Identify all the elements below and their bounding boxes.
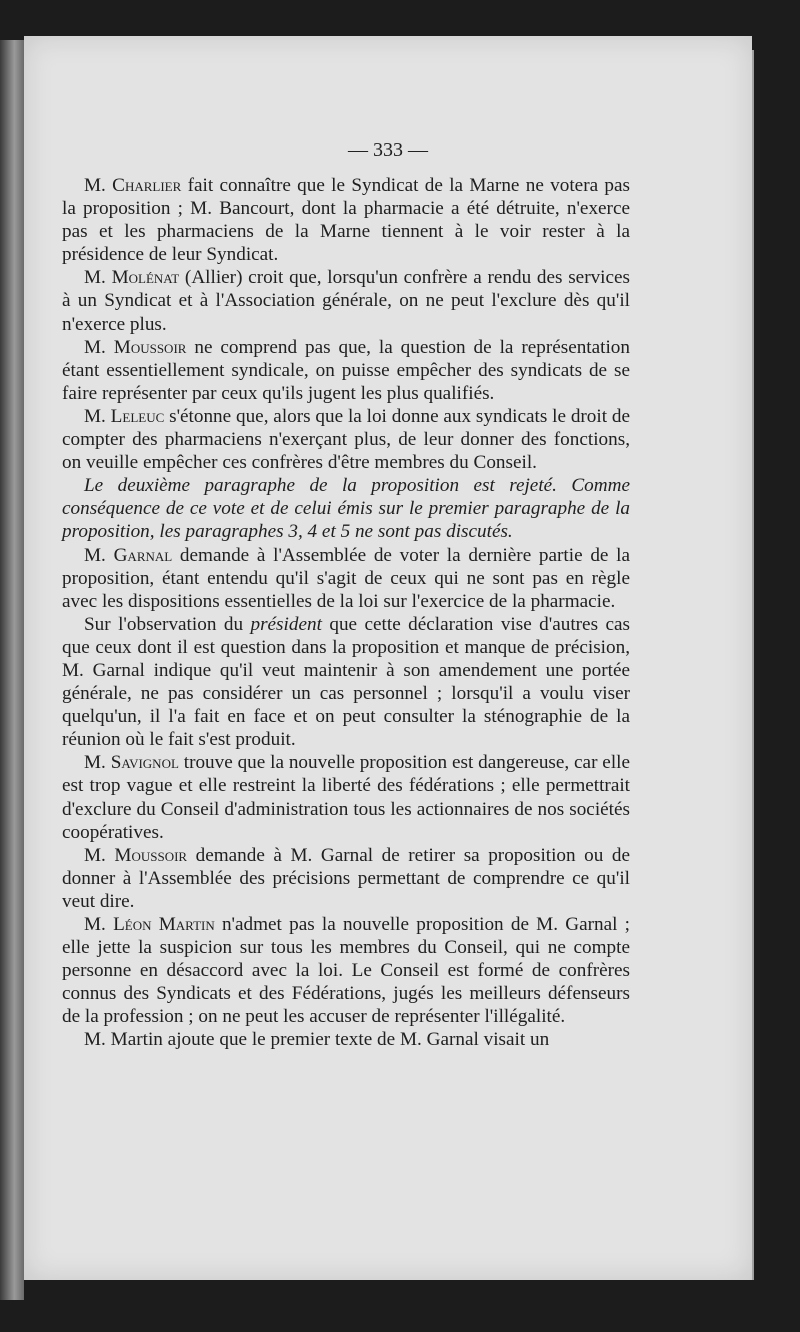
paragraph-text: s'étonne que, alors que la loi donne aux syndicats le droit de compter des pharmaciens n'exerçant plus, de leur donner des fonctions, on veuille empêcher ces confrères d'être membres du Conseil.	[62, 405, 630, 474]
paragraph-molenat	[62, 266, 630, 335]
book-page	[24, 36, 752, 1280]
paragraph-martin-continues	[62, 1028, 630, 1051]
speaker-name: M. Charlier	[84, 175, 182, 196]
page-body	[62, 174, 630, 1052]
paragraph-text: n'admet pas la nouvelle proposition de M. Garnal ; elle jette la suspicion sur tous les membres du Conseil, qui ne compte personne en désaccord avec la loi. Le Conseil est formé de confrères connus des Syndicats et des Fédérations, jugés les meilleurs défenseurs de la profession ; on ne peut les accuser de représenter l'illégalité.	[62, 914, 631, 1028]
speaker-name: M. Léon Martin	[84, 914, 215, 935]
paragraph-text: fait connaître que le Syndicat de la Marne ne votera pas la proposition ; M. Bancourt, dont la pharmacie a été détruite, n'exerce pas et les pharmaciens de la Marne tiennent à le voir rester à la présidence de leur Syndicat.	[62, 175, 630, 266]
paragraph-text: (Allier) croit que, lorsqu'un confrère a rendu des services à un Syndicat et à l'Association générale, on ne peut l'exclure dès qu'il n'exerce plus.	[62, 267, 631, 335]
speaker-name: M. Savignol	[84, 752, 179, 774]
paragraph-moussoir-2	[62, 844, 630, 913]
paragraph-text: trouve que la nouvelle proposition est dangereuse, car elle est trop vague et elle restreint la liberté des fédérations ; elle permettrait d'exclure du Conseil d'administration tous les actionnaires de nos sociétés coopératives.	[62, 752, 630, 843]
paragraph-leon-martin	[62, 913, 630, 1028]
italic-word: président	[250, 613, 322, 635]
paragraph-lead: Sur l'observation du	[84, 613, 251, 635]
paragraph-text: ne comprend pas que, la question de la représentation étant essentiellement syndicale, on puisse empêcher des syndicats de se faire représenter par ceux qu'ils jugent les plus qualifiés.	[62, 336, 630, 404]
book-binding	[0, 40, 24, 1300]
speaker-name: M. Leleuc	[84, 405, 165, 427]
page-number: — 333 —	[348, 139, 428, 161]
speaker-name: M. Moussoir	[84, 844, 188, 866]
paragraph-leleuc	[62, 405, 630, 474]
speaker-name: M. Moussoir	[84, 336, 187, 358]
speaker-name: M. Garnal	[84, 544, 173, 566]
speaker-name: M. Molénat	[84, 267, 180, 289]
paragraph-text: demande à l'Assemblée de voter la dernière partie de la proposition, étant entendu qu'il s'agit de ceux qui ne sont pas en règle avec les dispositions essentielles de la loi sur l'exercice de la pharmacie.	[62, 544, 630, 612]
paragraph-text: demande à M. Garnal de retirer sa proposition ou de donner à l'Assemblée des précisions permettant de comprendre ce qu'il veut dire.	[62, 844, 631, 912]
paragraph-moussoir-1	[62, 336, 630, 405]
italic-note: Le deuxième paragraphe de la proposition est rejeté. Comme conséquence de ce vote et de celui émis sur le premier paragraphe de la proposition, les paragraphes 3, 4 et 5 ne sont pas discutés.	[62, 475, 630, 543]
paragraph-garnal-1	[62, 544, 630, 613]
paragraph-text: que cette déclaration vise d'autres cas que ceux dont il est question dans la proposition et manque de précision, M. Garnal indique qu'il veut maintenir à son amendement une portée générale, ne pas considérer un cas personnel ; lorsqu'il a voulu viser quelqu'un, il l'a fait en face et on peut consulter la sténographie de la réunion où le fait s'est produit.	[62, 613, 630, 751]
paragraph-lead: M. Martin ajoute que le premier texte de M. Garnal visait un	[84, 1029, 550, 1051]
paragraph-vote-result	[62, 474, 630, 543]
paragraph-charlier	[62, 174, 630, 266]
paragraph-savignol	[62, 751, 630, 843]
paragraph-president-observation	[62, 613, 630, 752]
